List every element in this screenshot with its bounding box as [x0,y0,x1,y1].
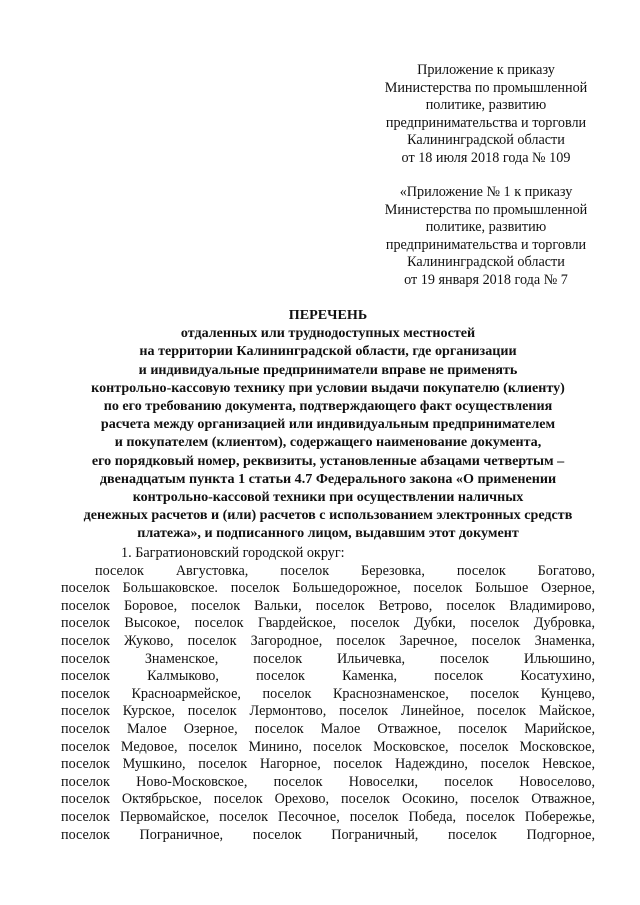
title-line: контрольно-кассовую технику при условии выдачи покупателю (клиенту) [91,379,565,396]
appendix-line: Калининградской области [407,254,565,271]
appendix-header-original [350,184,622,290]
title-line: на территории Калининградской области, где организации [139,343,517,360]
title-line: контрольно-кассовой техники при осуществлении наличных [132,489,524,506]
settlement-line: поселок Высокое, поселок Гвардейское, поселок Дубки, поселок Дубровка, [61,615,595,632]
settlement-line: поселок Знаменское, поселок Ильичевка, поселок Ильюшино, [61,650,595,667]
appendix-line: от 18 июля 2018 года № 109 [401,149,571,166]
settlement-line: поселок Медовое, поселок Минино, поселок Московское, поселок Московское, [61,738,595,755]
settlement-line: поселок Курское, поселок Лермонтово, поселок Линейное, поселок Майское, [61,703,595,720]
appendix-line: Министерства по промышленной [384,201,588,218]
settlement-line: поселок Калмыково, поселок Каменка, поселок Косатухино, [61,668,595,685]
title-line: и покупателем (клиентом), содержащего наименование документа, [114,434,542,451]
settlement-line: поселок Красноармейское, поселок Краснознаменское, поселок Кунцево, [61,685,595,702]
settlement-line: поселок Августовка, поселок Березовка, поселок Богатово, [95,562,595,579]
appendix-line: предпринимательства и торговли [385,236,587,253]
appendix-line: Калининградской области [407,132,565,149]
section-body [61,545,595,844]
title-heading: ПЕРЕЧЕНЬ [288,307,368,323]
settlement-line: поселок Боровое, поселок Вальки, поселок Ветрово, поселок Владимирово, [61,597,595,614]
appendix-line: от 19 января 2018 года № 7 [404,271,568,288]
title-line: по его требованию документа, подтверждающего факт осуществления [103,398,553,415]
title-line: расчета между организацией или индивидуальным предпринимателем [100,416,556,433]
settlement-line: поселок Малое Озерное, поселок Малое Отважное, поселок Марийское, [61,720,595,737]
title-line: отдаленных или труднодоступных местностей [180,325,476,342]
appendix-line: Министерства по промышленной [384,79,588,96]
document-title [40,306,616,543]
title-line: денежных расчетов и (или) расчетов с использованием электронных средств [83,507,573,524]
settlement-line: поселок Октябрьское, поселок Орехово, поселок Осокино, поселок Отважное, [61,791,595,808]
appendix-line: политике, развитию [425,97,547,114]
title-line: двенадцатым пункта 1 статьи 4.7 Федерального закона «О применении [99,470,557,487]
title-line: его порядковый номер, реквизиты, установленные абзацами четвертым – [91,452,565,469]
appendix-line: политике, развитию [425,219,547,236]
appendix-header-current [350,62,622,168]
title-line: платежа», и подписанного лицом, выдавшим этот документ [137,525,519,542]
settlement-line: поселок Ново-Московское, поселок Новоселки, поселок Новоселово, [61,773,595,790]
appendix-line: «Приложение № 1 к приказу [399,184,573,200]
settlement-line: поселок Жуково, поселок Загородное, поселок Заречное, поселок Знаменка, [61,632,595,649]
settlement-line: поселок Пограничное, поселок Пограничный, поселок Подгорное, [61,826,595,843]
settlement-line: поселок Большаковское. поселок Большедорожное, поселок Большое Озерное, [61,580,595,597]
appendix-line: предпринимательства и торговли [385,114,587,131]
section-heading: 1. Багратионовский городской округ: [121,545,345,561]
title-line: и индивидуальные предприниматели вправе не применять [138,361,518,378]
settlement-line: поселок Первомайское, поселок Песочное, поселок Победа, поселок Побережье, [61,808,595,825]
appendix-line: Приложение к приказу [417,62,555,78]
settlement-line: поселок Мушкино, поселок Нагорное, поселок Надеждино, поселок Невское, [61,756,595,773]
